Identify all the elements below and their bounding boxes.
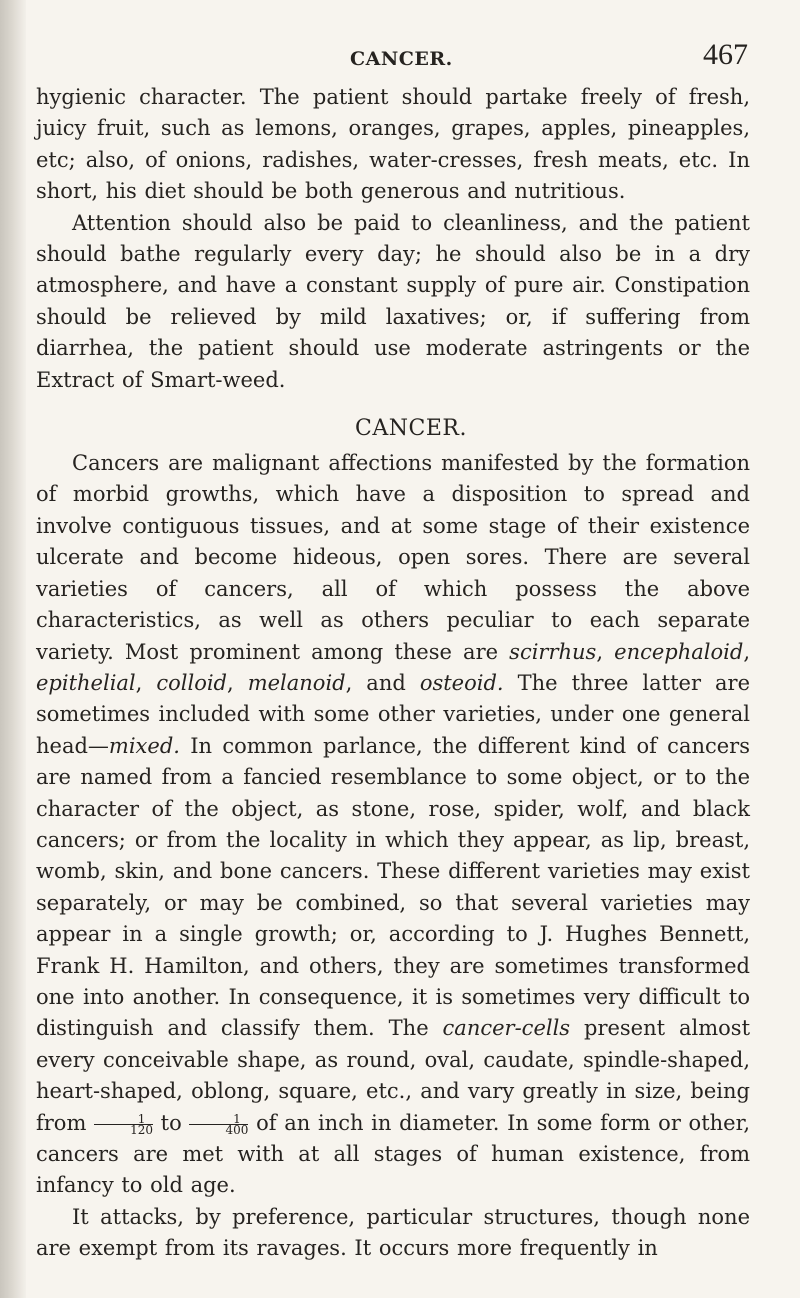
- italic-term: colloid: [156, 670, 227, 695]
- fraction-numerator: 1: [233, 1111, 241, 1126]
- page-header: [36, 36, 750, 82]
- fraction-2: [189, 1111, 249, 1137]
- text-run: ,: [743, 639, 750, 664]
- text-run: to: [152, 1110, 190, 1135]
- text-run: In common parlance, the different kind of cancers are named from a fancied resemblance to some object, or to the character of the object, as stone, rose, spider, wolf, and black cancers; or from the locality in which they appear, as lip, breast, womb, skin, and bone cancers. These different varieties may exist separately, or may be combined, so that several varieties may appear in a single growth; or, according to J. Hughes Bennett, Frank H. Hamilton, and others, they are sometimes transformed one into another. In consequence, it is sometimes very difficult to distinguish and classify them. The: [36, 733, 750, 1041]
- book-page: [36, 36, 750, 1265]
- page-gutter-shadow: [0, 0, 26, 1298]
- italic-term: scirrhus: [509, 639, 597, 664]
- fraction-denominator: 120: [94, 1124, 153, 1135]
- italic-term: cancer-cells: [442, 1016, 571, 1041]
- italic-term: osteoid.: [419, 670, 504, 695]
- paragraph-4: It attacks, by preference, particular structures, though none are exempt from its ravages. It occurs more frequently in: [36, 1204, 750, 1261]
- text-run: , and: [345, 670, 420, 695]
- italic-term: epithelial: [36, 670, 136, 695]
- text-run: ,: [596, 639, 615, 664]
- page-number: 467: [703, 38, 748, 71]
- italic-term: melanoid: [247, 670, 346, 695]
- fraction-1: [94, 1111, 153, 1137]
- text-run: Cancers are malignant affections manifested by the formation of morbid growths, which have a disposition to spread and involve contiguous tissues, and at some stage of their existence ulcerate and become hideous, open sores. There are several varieties of cancers, all of which possess the above characteristics, as well as others peculiar to each separate variety. Most prominent among these are: [36, 451, 750, 664]
- text-run: present almost every conceivable shape, as round, oval, caudate, spindle-shaped, heart-shaped, oblong, square, etc., and vary greatly in size, being from: [36, 1016, 751, 1135]
- section-title: CANCER.: [355, 416, 467, 442]
- paragraph-1: hygienic character. The patient should partake freely of fresh, juicy fruit, such as lemons, oranges, grapes, apples, pineapples, etc; also, of onions, radishes, water-cresses, fresh meats, etc. In short, his diet should be both generous and nutritious.: [36, 85, 750, 204]
- fraction-numerator: 1: [137, 1111, 146, 1126]
- paragraph-2: Attention should also be paid to cleanliness, and the patient should bathe regularly every day; he should also be in a dry atmosphere, and have a constant supply of pure air. Constipation should be relieved by mild laxatives; or, if suffering from diarrhea, the patient should use moderate astringents or the Extract of Smart-weed.: [36, 210, 750, 392]
- italic-term: encephaloid: [614, 639, 744, 664]
- paragraph-3: [36, 448, 750, 1202]
- text-run: of an inch in diameter. In some form or other, cancers are met with at all stages of human existence, from infancy to old age.: [36, 1110, 751, 1198]
- running-head: CANCER.: [350, 48, 453, 70]
- text-run: ,: [227, 670, 248, 695]
- text-run: ,: [135, 670, 157, 695]
- fraction-denominator: 400: [189, 1124, 248, 1135]
- text-run: The three latter are sometimes included with some other varieties, under one general head—: [36, 670, 751, 758]
- italic-term: mixed.: [108, 733, 180, 758]
